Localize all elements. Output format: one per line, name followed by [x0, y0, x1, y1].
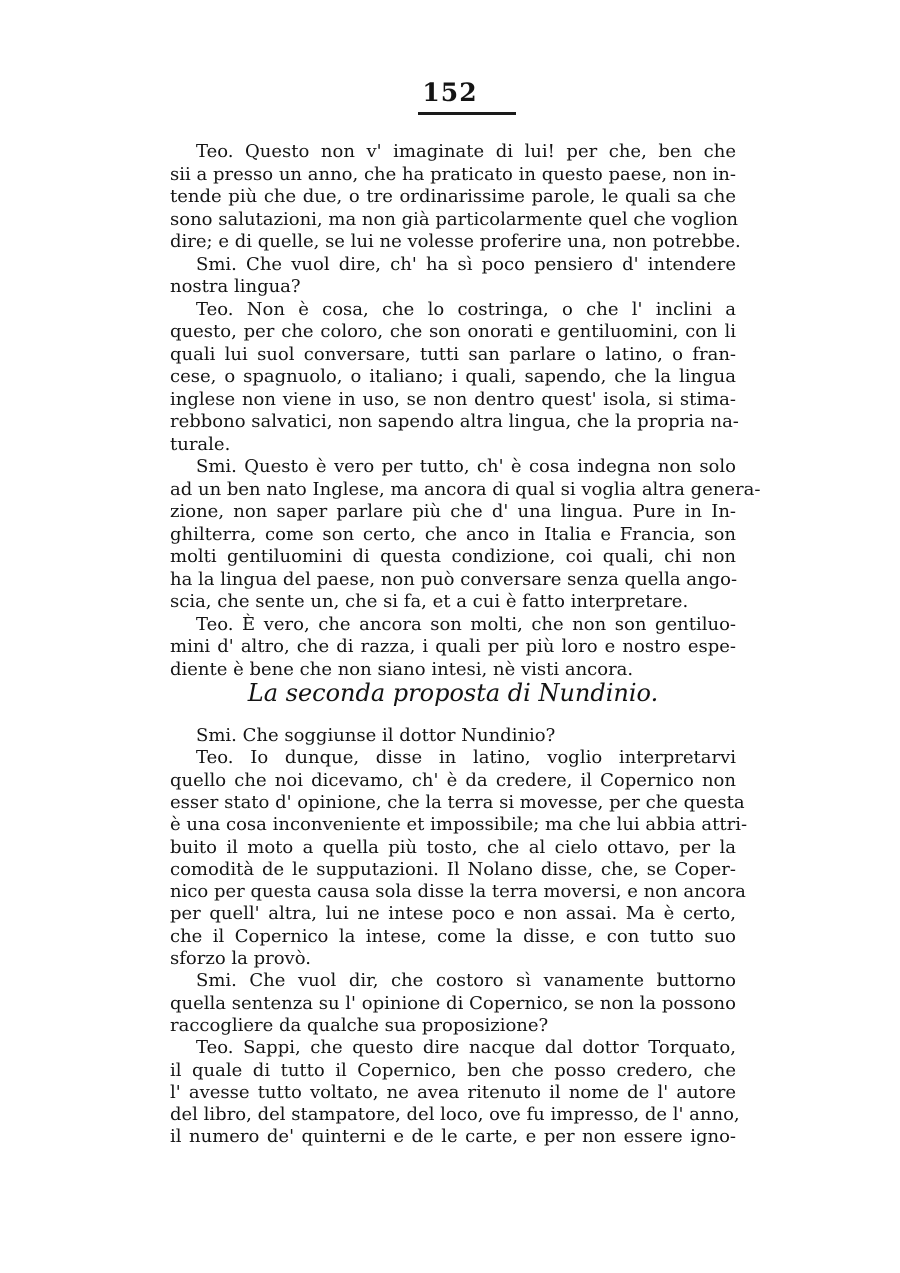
text-line: Teo. Non è cosa, che lo costringa, o che l' inclini a [196, 298, 736, 320]
text-line: quella sentenza su l' opinione di Copernico, se non la possono [170, 992, 736, 1014]
section-heading: La seconda proposta di Nundinio. [247, 679, 659, 707]
text-line: ad un ben nato Inglese, ma ancora di qual si voglia altra genera- [170, 478, 761, 500]
text-line: ghilterra, come son certo, che anco in Italia e Francia, son [170, 523, 736, 545]
text-line: sii a presso un anno, che ha praticato in questo paese, non in- [170, 163, 736, 185]
text-line: per quell' altra, lui ne intese poco e non assai. Ma è certo, [170, 903, 736, 925]
text-line: nico per questa causa sola disse la terra moversi, e non ancora [170, 881, 746, 903]
text-line: esser stato d' opinione, che la terra si movesse, per che questa [170, 791, 745, 813]
text-line: il numero de' quinterni e de le carte, e per non essere igno- [170, 1126, 736, 1148]
text-line: ha la lingua del paese, non può conversare senza quella ango- [170, 568, 738, 590]
text-line: del libro, del stampatore, del loco, ove fu impresso, de l' anno, [170, 1104, 740, 1126]
text-line: nostra lingua? [170, 276, 301, 297]
text-line: è una cosa inconveniente et impossibile; ma che lui abbia attri- [170, 814, 748, 836]
text-line: Teo. Sappi, che questo dire nacque dal dottor Torquato, [196, 1037, 736, 1059]
text-line: comodità de le supputazioni. Il Nolano disse, che, se Coper- [170, 858, 736, 880]
text-line: l' avesse tutto voltato, ne avea ritenuto il nome de l' autore [170, 1081, 736, 1103]
text-line: Teo. Questo non v' imaginate di lui! per che, ben che [196, 141, 736, 162]
text-line: il quale di tutto il Copernico, ben che posso credero, che [170, 1059, 736, 1081]
text-line: tende più che due, o tre ordinarissime parole, le quali sa che [170, 186, 736, 207]
text-line: buito il moto a quella più tosto, che al cielo ottavo, per la [170, 836, 736, 858]
text-line: Teo. È vero, che ancora son molti, che non son gentiluo- [196, 613, 736, 635]
text-line: Smi. Che vuol dire, ch' ha sì poco pensiero d' intendere [196, 253, 736, 275]
page-number-rule [418, 112, 516, 115]
text-line: molti gentiluomini di questa condizione, coi quali, chi non [170, 546, 736, 567]
text-line: turale. [170, 433, 231, 455]
text-line: quello che noi dicevamo, ch' è da credere, il Copernico non [170, 769, 736, 791]
text-line: dire; e di quelle, se lui ne volesse proferire una, non potrebbe. [170, 231, 741, 252]
text-line: rebbono salvatici, non sapendo altra lingua, che la propria na- [170, 411, 739, 432]
text-line: sono salutazioni, ma non già particolarmente quel che voglion [170, 208, 738, 230]
text-line: sforzo la provò. [170, 948, 311, 969]
text-line: raccogliere da qualche sua proposizione? [170, 1014, 549, 1036]
page-number: 152 [422, 78, 478, 107]
text-line: questo, per che coloro, che son onorati e gentiluomini, con li [170, 321, 736, 342]
text-line: Smi. Che soggiunse il dottor Nundinio? [196, 725, 556, 746]
text-line: Smi. Che vuol dir, che costoro sì vanamente buttorno [196, 970, 736, 992]
text-line: inglese non viene in uso, se non dentro quest' isola, si stima- [170, 388, 736, 410]
text-line: quali lui suol conversare, tutti san parlare o latino, o fran- [170, 343, 736, 365]
text-line: diente è bene che non siano intesi, nè visti ancora. [170, 658, 634, 680]
text-line: scia, che sente un, che si fa, et a cui è fatto interpretare. [170, 591, 689, 612]
text-line: cese, o spagnuolo, o italiano; i quali, sapendo, che la lingua [170, 366, 736, 387]
text-line: zione, non saper parlare più che d' una lingua. Pure in In- [170, 501, 736, 522]
text-line: Teo. Io dunque, disse in latino, voglio interpretarvi [196, 747, 736, 769]
text-line: che il Copernico la intese, come la disse, e con tutto suo [170, 925, 736, 947]
text-line: Smi. Questo è vero per tutto, ch' è cosa indegna non solo [196, 456, 736, 477]
text-line: mini d' altro, che di razza, i quali per più loro e nostro espe- [170, 636, 736, 657]
